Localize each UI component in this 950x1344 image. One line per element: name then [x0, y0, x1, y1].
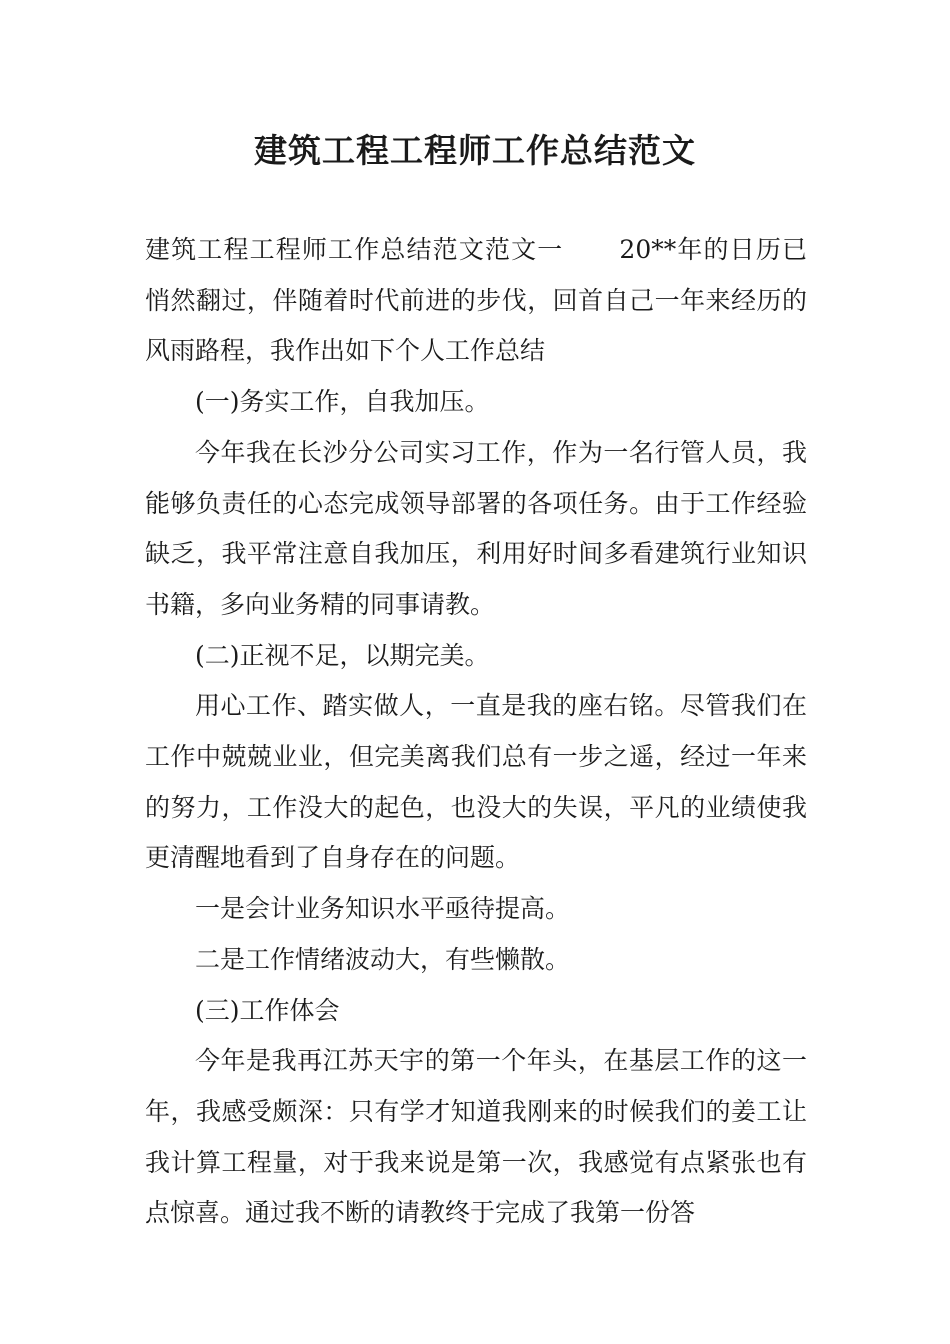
section-heading-2: (二)正视不足，以期完美。	[195, 640, 490, 670]
section-heading-3: (三)工作体会	[195, 995, 340, 1025]
list-item: 二是工作情绪波动大，有些懒散。	[195, 944, 571, 974]
section-heading-1: (一)务实工作，自我加压。	[195, 387, 490, 417]
document-body	[145, 225, 807, 1239]
paragraph: 今年是我再江苏天宇的第一个年头，在基层工作的这一年，我感受颇深：只有学才知道我刚来的时候我们的姜工让我计算工程量，对于我来说是第一次，我感觉有点紧张也有点惊喜。通过我不断的请教终于完成了我第一份答	[145, 1046, 807, 1228]
paragraph: 今年我在长沙分公司实习工作，作为一名行管人员，我能够负责任的心态完成领导部署的各项任务。由于工作经验缺乏，我平常注意自我加压，利用好时间多看建筑行业知识书籍，多向业务精的同事请教。	[145, 437, 807, 619]
list-item: 一是会计业务知识水平亟待提高。	[195, 894, 571, 924]
paragraph: 用心工作、踏实做人，一直是我的座右铭。尽管我们在工作中兢兢业业，但完美离我们总有一步之遥，经过一年来的努力，工作没大的起色，也没大的失误，平凡的业绩使我更清醒地看到了自身存在的问题。	[145, 691, 807, 873]
document-title: 建筑工程工程师工作总结范文	[254, 131, 696, 170]
intro-text: 20**年的日历已悄然翻过，伴随着时代前进的步伐，回首自己一年来经历的风雨路程，我作出如下个人工作总结	[145, 235, 807, 366]
intro-paragraph	[145, 225, 807, 377]
intro-heading: 建筑工程工程师工作总结范文范文一	[145, 235, 564, 264]
